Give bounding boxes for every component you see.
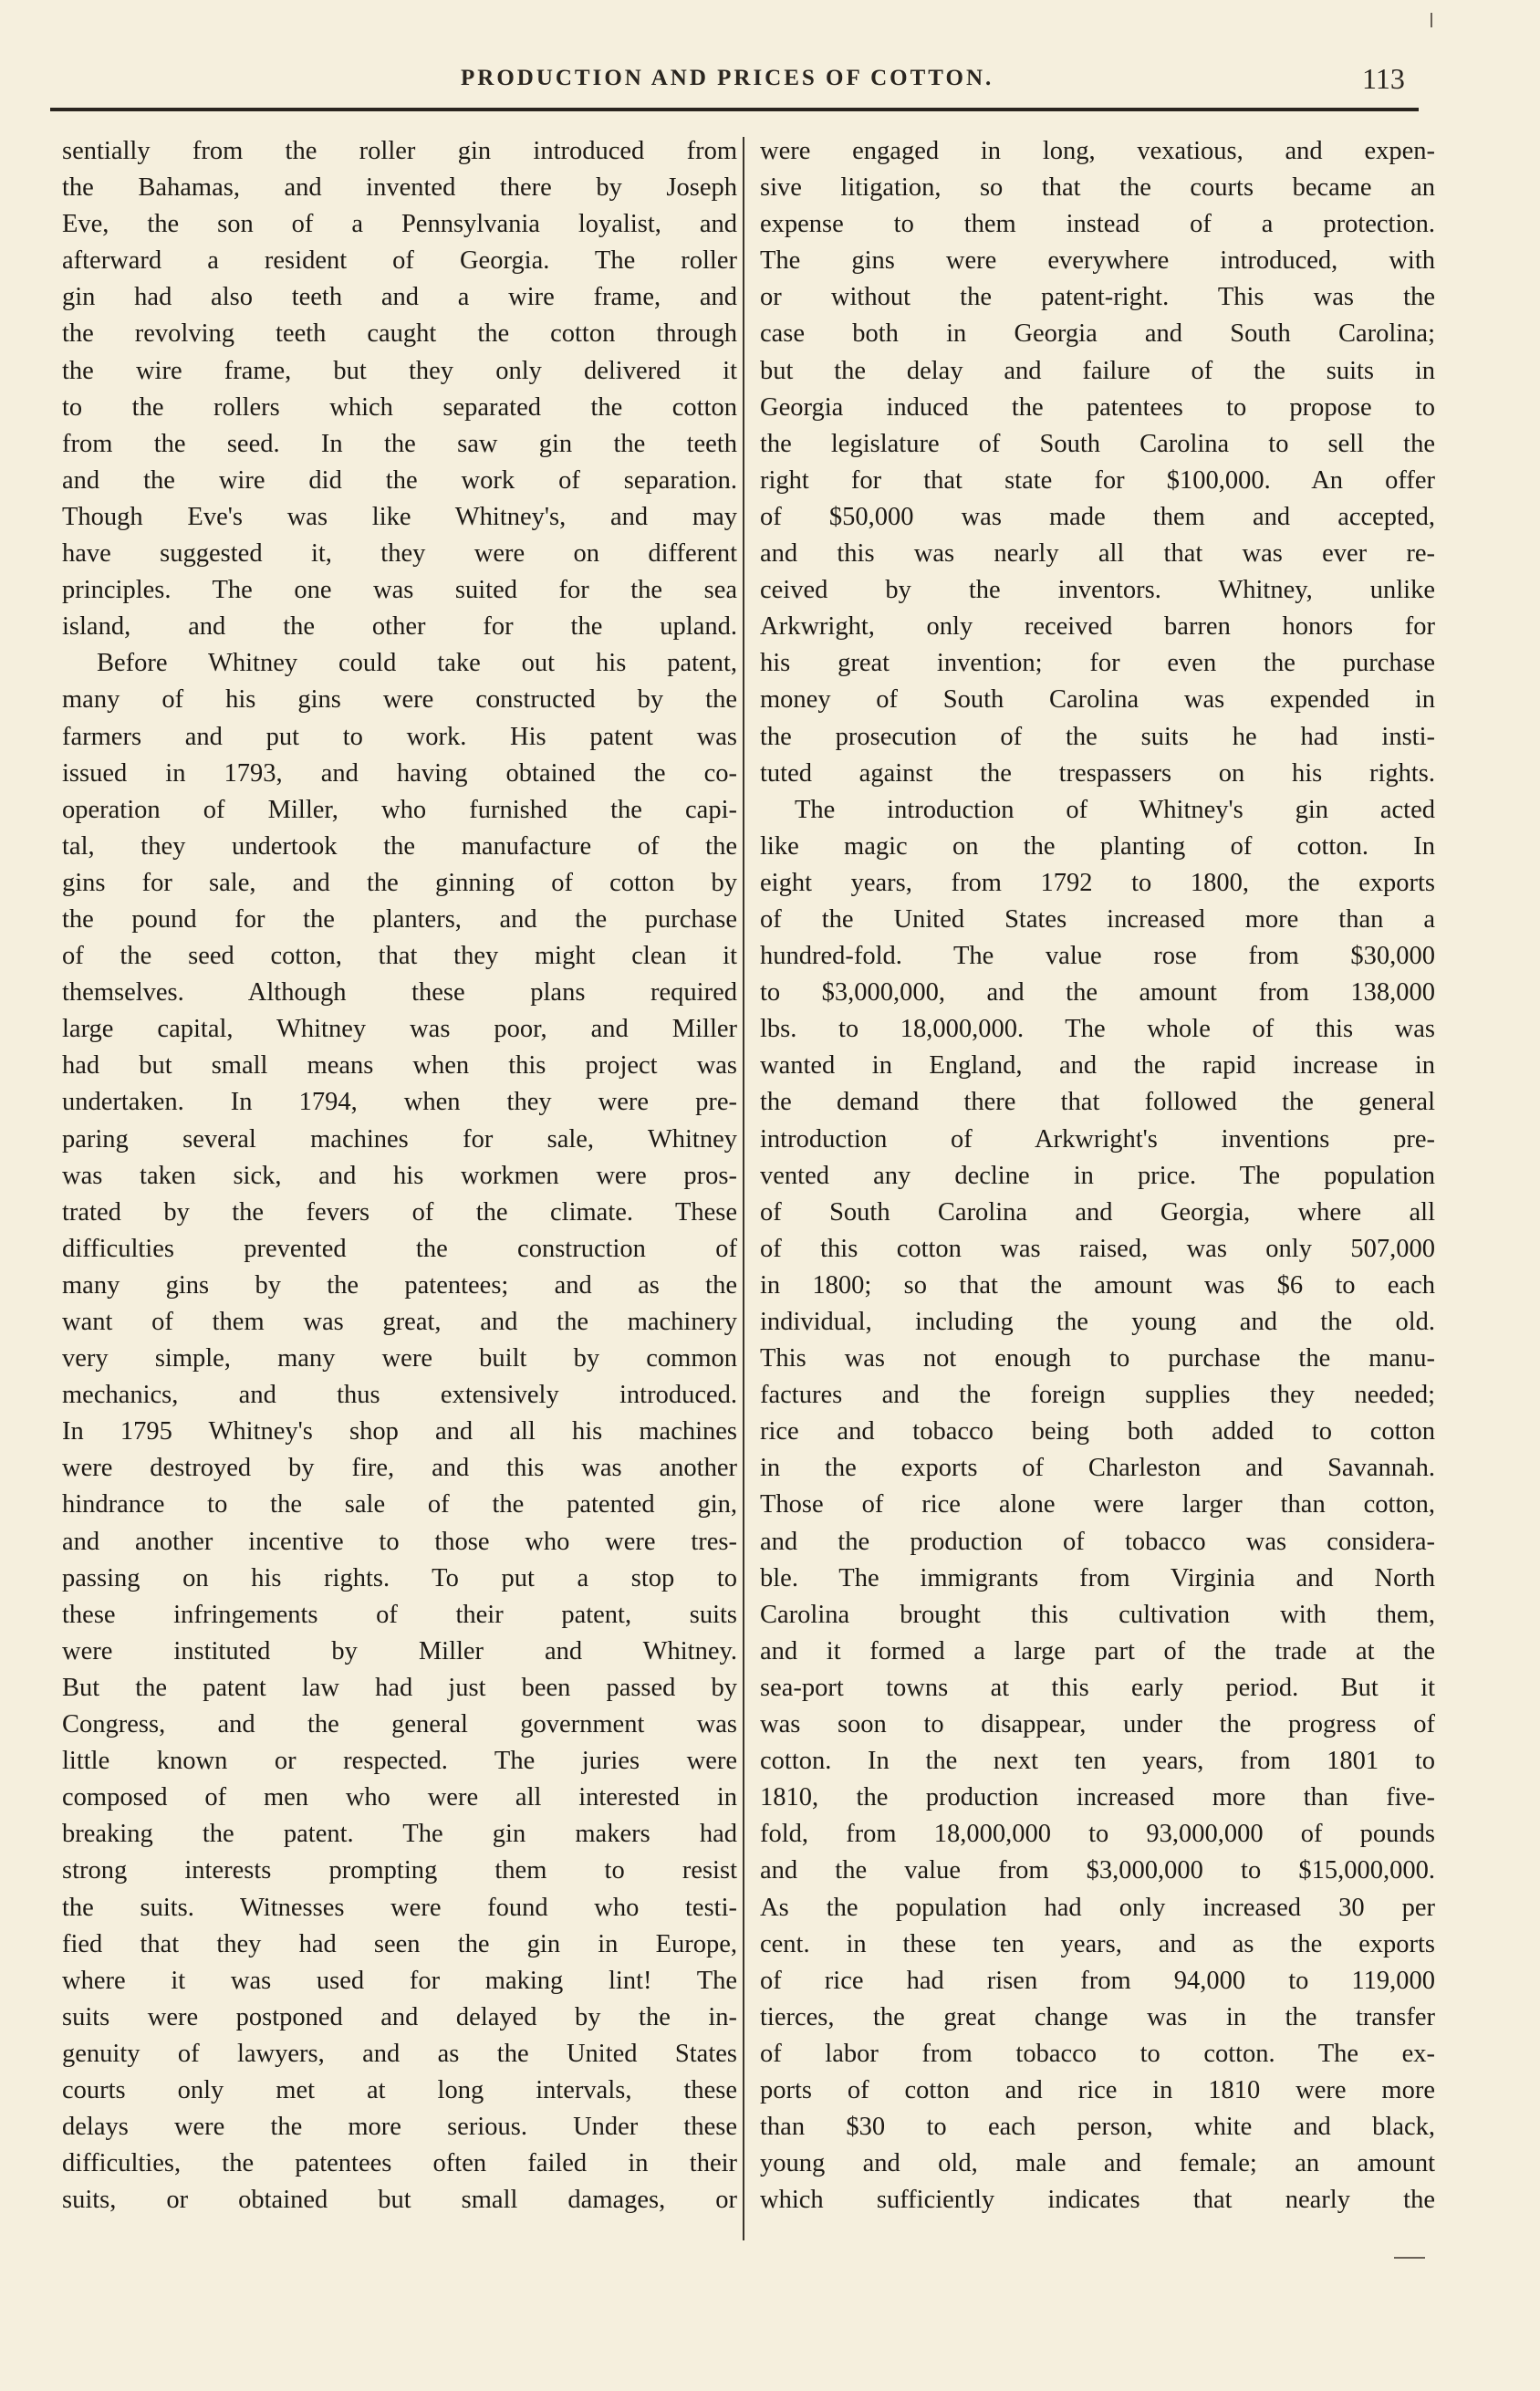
text-line: introduction of Arkwright's inventions pre- bbox=[760, 1124, 1435, 1154]
text-line: genuity of lawyers, and as the United States bbox=[62, 2039, 737, 2068]
text-line: eight years, from 1792 to 1800, the exports bbox=[760, 868, 1435, 897]
text-line: tierces, the great change was in the transfer bbox=[760, 2002, 1435, 2031]
text-line: Those of rice alone were larger than cotton, bbox=[760, 1490, 1435, 1519]
text-line: This was not enough to purchase the manu- bbox=[760, 1344, 1435, 1373]
text-line: difficulties prevented the construction of bbox=[62, 1234, 737, 1263]
text-line: want of them was great, and the machinery bbox=[62, 1308, 737, 1336]
left-column bbox=[62, 133, 737, 2219]
text-line: ble. The immigrants from Virginia and North bbox=[760, 1563, 1435, 1592]
text-line: of $50,000 was made them and accepted, bbox=[760, 502, 1435, 531]
text-line: gin had also teeth and a wire frame, and bbox=[62, 283, 737, 312]
text-line: and the wire did the work of separation. bbox=[62, 465, 737, 495]
text-line: rice and tobacco being both added to cotton bbox=[760, 1417, 1435, 1446]
text-line: factures and the foreign supplies they needed; bbox=[760, 1381, 1435, 1410]
text-line: Eve, the son of a Pennsylvania loyalist, and bbox=[62, 210, 737, 239]
text-line: courts only met at long intervals, these bbox=[62, 2075, 737, 2104]
text-line: little known or respected. The juries were bbox=[62, 1747, 737, 1776]
text-line: like magic on the planting of cotton. In bbox=[760, 831, 1435, 861]
text-line: fied that they had seen the gin in Europe, bbox=[62, 1929, 737, 1958]
text-line: to the rollers which separated the cotton bbox=[62, 392, 737, 422]
text-line: young and old, male and female; an amount bbox=[760, 2149, 1435, 2178]
text-line: of labor from tobacco to cotton. The ex- bbox=[760, 2039, 1435, 2068]
text-line: wanted in England, and the rapid increase in bbox=[760, 1051, 1435, 1081]
text-line: Before Whitney could take out his patent, bbox=[97, 649, 737, 678]
page-number: 113 bbox=[1362, 62, 1405, 95]
text-line: tal, they undertook the manufacture of the bbox=[62, 831, 737, 861]
text-line: ports of cotton and rice in 1810 were more bbox=[760, 2075, 1435, 2104]
text-line: But the patent law had just been passed by bbox=[62, 1673, 737, 1702]
text-line: issued in 1793, and having obtained the co- bbox=[62, 758, 737, 788]
text-line: cotton. In the next ten years, from 1801 to bbox=[760, 1747, 1435, 1776]
text-line: island, and the other for the upland. bbox=[62, 612, 737, 642]
text-line: these infringements of their patent, suits bbox=[62, 1600, 737, 1629]
text-line: the wire frame, but they only delivered it bbox=[62, 356, 737, 385]
text-line: the demand there that followed the general bbox=[760, 1088, 1435, 1117]
text-line: which sufficiently indicates that nearly the bbox=[760, 2186, 1435, 2215]
text-line: cent. in these ten years, and as the exports bbox=[760, 1929, 1435, 1958]
text-line: principles. The one was suited for the sea bbox=[62, 576, 737, 605]
text-line: had but small means when this project was bbox=[62, 1051, 737, 1081]
text-line: As the population had only increased 30 per bbox=[760, 1893, 1435, 1922]
right-column bbox=[760, 133, 1435, 2219]
text-line: many of his gins were constructed by the bbox=[62, 685, 737, 715]
text-line: have suggested it, they were on different bbox=[62, 539, 737, 569]
text-line: case both in Georgia and South Carolina; bbox=[760, 319, 1435, 349]
corner-mark bbox=[1431, 13, 1432, 27]
text-line: but the delay and failure of the suits in bbox=[760, 356, 1435, 385]
text-line: gins for sale, and the ginning of cotton by bbox=[62, 868, 737, 897]
text-line: undertaken. In 1794, when they were pre- bbox=[62, 1088, 737, 1117]
text-line: of the seed cotton, that they might clean it bbox=[62, 942, 737, 971]
text-line: money of South Carolina was expended in bbox=[760, 685, 1435, 715]
text-line: were destroyed by fire, and this was another bbox=[62, 1454, 737, 1483]
text-line: in the exports of Charleston and Savannah. bbox=[760, 1454, 1435, 1483]
text-line: Arkwright, only received barren honors for bbox=[760, 612, 1435, 642]
text-line: vented any decline in price. The population bbox=[760, 1161, 1435, 1190]
text-line: individual, including the young and the old. bbox=[760, 1308, 1435, 1336]
text-line: in 1800; so that the amount was $6 to each bbox=[760, 1270, 1435, 1300]
text-line: his great invention; for even the purchase bbox=[760, 649, 1435, 678]
text-line: expense to them instead of a protection. bbox=[760, 210, 1435, 239]
text-line: were instituted by Miller and Whitney. bbox=[62, 1636, 737, 1665]
text-line: the prosecution of the suits he had insti- bbox=[760, 722, 1435, 751]
text-line: and another incentive to those who were tres- bbox=[62, 1527, 737, 1556]
text-line: right for that state for $100,000. An offer bbox=[760, 465, 1435, 495]
text-line: suits were postponed and delayed by the in- bbox=[62, 2002, 737, 2031]
text-line: sentially from the roller gin introduced from bbox=[62, 137, 737, 165]
text-line: breaking the patent. The gin makers had bbox=[62, 1820, 737, 1849]
text-line: and the value from $3,000,000 to $15,000,000. bbox=[760, 1856, 1435, 1885]
text-line: sive litigation, so that the courts became an bbox=[760, 173, 1435, 203]
footer-mark bbox=[1394, 2257, 1425, 2259]
text-line: of this cotton was raised, was only 507,000 bbox=[760, 1234, 1435, 1263]
text-line: Georgia induced the patentees to propose to bbox=[760, 392, 1435, 422]
text-line: the Bahamas, and invented there by Joseph bbox=[62, 173, 737, 203]
column-divider bbox=[743, 137, 744, 2240]
text-line: from the seed. In the saw gin the teeth bbox=[62, 429, 737, 458]
text-line: themselves. Although these plans required bbox=[62, 978, 737, 1008]
text-line: the legislature of South Carolina to sell the bbox=[760, 429, 1435, 458]
text-line: mechanics, and thus extensively introduced. bbox=[62, 1381, 737, 1410]
text-line: Though Eve's was like Whitney's, and may bbox=[62, 502, 737, 531]
text-line: fold, from 18,000,000 to 93,000,000 of pounds bbox=[760, 1820, 1435, 1849]
page-header bbox=[0, 62, 1540, 99]
text-line: and it formed a large part of the trade at the bbox=[760, 1636, 1435, 1665]
text-line: Congress, and the general government was bbox=[62, 1710, 737, 1739]
text-line: of rice had risen from 94,000 to 119,000 bbox=[760, 1966, 1435, 1995]
text-line: The gins were everywhere introduced, with bbox=[760, 246, 1435, 276]
text-line: was soon to disappear, under the progress of bbox=[760, 1710, 1435, 1739]
text-line: difficulties, the patentees often failed in their bbox=[62, 2149, 737, 2178]
text-line: In 1795 Whitney's shop and all his machines bbox=[62, 1417, 737, 1446]
text-line: composed of men who were all interested in bbox=[62, 1783, 737, 1812]
text-line: paring several machines for sale, Whitney bbox=[62, 1124, 737, 1154]
text-line: the pound for the planters, and the purchase bbox=[62, 904, 737, 934]
text-line: suits, or obtained but small damages, or bbox=[62, 2186, 737, 2215]
text-line: ceived by the inventors. Whitney, unlike bbox=[760, 576, 1435, 605]
text-line: passing on his rights. To put a stop to bbox=[62, 1563, 737, 1592]
text-line: where it was used for making lint! The bbox=[62, 1966, 737, 1995]
text-line: was taken sick, and his workmen were pros- bbox=[62, 1161, 737, 1190]
header-rule bbox=[50, 108, 1419, 111]
text-line: strong interests prompting them to resist bbox=[62, 1856, 737, 1885]
text-line: The introduction of Whitney's gin acted bbox=[795, 795, 1435, 824]
text-line: farmers and put to work. His patent was bbox=[62, 722, 737, 751]
text-line: very simple, many were built by common bbox=[62, 1344, 737, 1373]
text-line: 1810, the production increased more than five- bbox=[760, 1783, 1435, 1812]
text-line: than $30 to each person, white and black, bbox=[760, 2113, 1435, 2142]
running-head: PRODUCTION AND PRICES OF COTTON. bbox=[461, 66, 994, 90]
text-line: to $3,000,000, and the amount from 138,000 bbox=[760, 978, 1435, 1008]
text-line: hundred-fold. The value rose from $30,000 bbox=[760, 942, 1435, 971]
text-line: of South Carolina and Georgia, where all bbox=[760, 1197, 1435, 1227]
text-line: afterward a resident of Georgia. The roller bbox=[62, 246, 737, 276]
text-line: many gins by the patentees; and as the bbox=[62, 1270, 737, 1300]
text-line: large capital, Whitney was poor, and Miller bbox=[62, 1015, 737, 1044]
text-line: trated by the fevers of the climate. These bbox=[62, 1197, 737, 1227]
text-line: hindrance to the sale of the patented gin, bbox=[62, 1490, 737, 1519]
text-line: of the United States increased more than a bbox=[760, 904, 1435, 934]
text-line: delays were the more serious. Under these bbox=[62, 2113, 737, 2142]
text-line: and the production of tobacco was considera- bbox=[760, 1527, 1435, 1556]
text-line: were engaged in long, vexatious, and expen- bbox=[760, 137, 1435, 165]
text-line: or without the patent-right. This was the bbox=[760, 283, 1435, 312]
text-line: the revolving teeth caught the cotton through bbox=[62, 319, 737, 349]
text-line: Carolina brought this cultivation with them, bbox=[760, 1600, 1435, 1629]
text-line: lbs. to 18,000,000. The whole of this was bbox=[760, 1015, 1435, 1044]
text-line: sea-port towns at this early period. But it bbox=[760, 1673, 1435, 1702]
text-line: the suits. Witnesses were found who testi- bbox=[62, 1893, 737, 1922]
text-line: and this was nearly all that was ever re- bbox=[760, 539, 1435, 569]
text-line: operation of Miller, who furnished the capi- bbox=[62, 795, 737, 824]
text-line: tuted against the trespassers on his rights. bbox=[760, 758, 1435, 788]
